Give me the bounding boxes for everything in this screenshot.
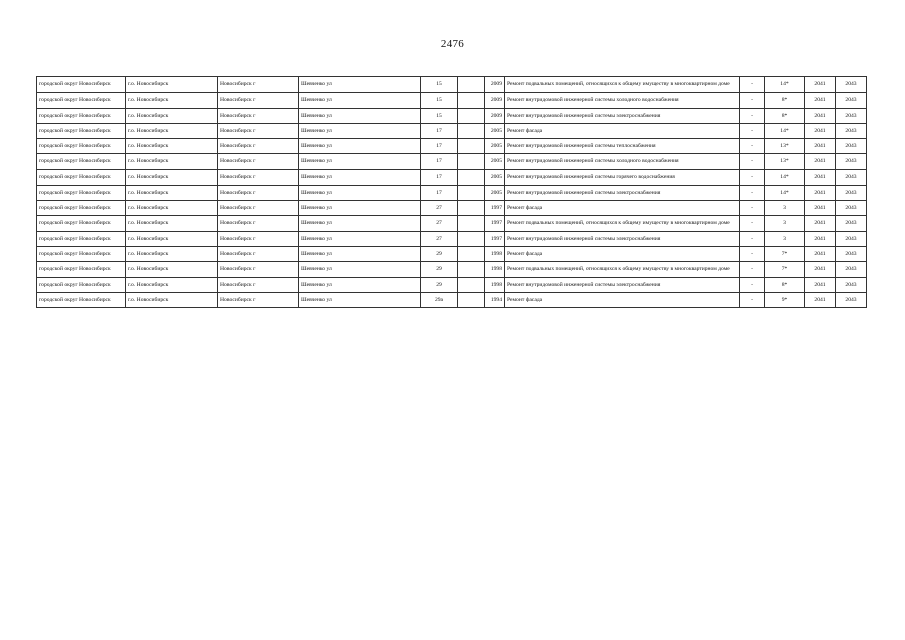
commissioning-year-cell: 2005: [485, 139, 505, 154]
period-start-cell: 2041: [805, 262, 836, 278]
page-number: 2476: [440, 38, 465, 50]
period-start-cell: 2041: [805, 77, 836, 93]
count-cell: 13*: [765, 139, 805, 154]
commissioning-year-cell: 2005: [485, 170, 505, 186]
count-cell: 14*: [765, 170, 805, 186]
street-cell: Шевченко ул: [299, 77, 421, 93]
building-cell: [458, 201, 485, 216]
placeholder-cell: -: [740, 139, 765, 154]
locality-cell: Новосибирск г: [218, 278, 299, 293]
count-cell: 7*: [765, 262, 805, 278]
building-cell: [458, 262, 485, 278]
repair-schedule-table: [36, 76, 867, 308]
table-row: [37, 93, 867, 109]
municipality-cell: городской округ Новосибирск: [37, 247, 126, 262]
house-number-cell: 27: [421, 201, 458, 216]
locality-cell: Новосибирск г: [218, 232, 299, 247]
locality-cell: Новосибирск г: [218, 154, 299, 170]
district-cell: г.о. Новосибирск: [126, 154, 218, 170]
locality-cell: Новосибирск г: [218, 216, 299, 232]
street-cell: Шевченко ул: [299, 262, 421, 278]
district-cell: г.о. Новосибирск: [126, 93, 218, 109]
municipality-cell: городской округ Новосибирск: [37, 201, 126, 216]
period-start-cell: 2041: [805, 139, 836, 154]
commissioning-year-cell: 1997: [485, 201, 505, 216]
placeholder-cell: -: [740, 109, 765, 124]
municipality-cell: городской округ Новосибирск: [37, 170, 126, 186]
repair-work-cell: Ремонт фасада: [505, 293, 740, 308]
placeholder-cell: -: [740, 186, 765, 201]
house-number-cell: 17: [421, 154, 458, 170]
period-end-cell: 2043: [836, 77, 867, 93]
placeholder-cell: -: [740, 77, 765, 93]
repair-work-cell: Ремонт внутридомовой инженерной системы электроснабжения: [505, 109, 740, 124]
street-cell: Шевченко ул: [299, 232, 421, 247]
municipality-cell: городской округ Новосибирск: [37, 109, 126, 124]
locality-cell: Новосибирск г: [218, 201, 299, 216]
commissioning-year-cell: 1998: [485, 247, 505, 262]
district-cell: г.о. Новосибирск: [126, 293, 218, 308]
district-cell: г.о. Новосибирск: [126, 170, 218, 186]
repair-work-cell: Ремонт внутридомовой инженерной системы холодного водоснабжения: [505, 93, 740, 109]
locality-cell: Новосибирск г: [218, 170, 299, 186]
period-end-cell: 2043: [836, 93, 867, 109]
locality-cell: Новосибирск г: [218, 124, 299, 139]
period-end-cell: 2043: [836, 109, 867, 124]
building-cell: [458, 93, 485, 109]
table-row: [37, 77, 867, 93]
municipality-cell: городской округ Новосибирск: [37, 124, 126, 139]
table-row: [37, 186, 867, 201]
period-end-cell: 2043: [836, 247, 867, 262]
house-number-cell: 27: [421, 216, 458, 232]
placeholder-cell: -: [740, 124, 765, 139]
building-cell: [458, 216, 485, 232]
repair-work-cell: Ремонт подвальных помещений, относящихся к общему имуществу в многоквартирном доме: [505, 216, 740, 232]
building-cell: [458, 154, 485, 170]
placeholder-cell: -: [740, 247, 765, 262]
district-cell: г.о. Новосибирск: [126, 216, 218, 232]
district-cell: г.о. Новосибирск: [126, 77, 218, 93]
period-end-cell: 2043: [836, 139, 867, 154]
period-end-cell: 2043: [836, 216, 867, 232]
building-cell: [458, 232, 485, 247]
count-cell: 14*: [765, 124, 805, 139]
repair-work-cell: Ремонт подвальных помещений, относящихся к общему имуществу в многоквартирном доме: [505, 77, 740, 93]
table-row: [37, 262, 867, 278]
locality-cell: Новосибирск г: [218, 109, 299, 124]
street-cell: Шевченко ул: [299, 109, 421, 124]
placeholder-cell: -: [740, 154, 765, 170]
house-number-cell: 29: [421, 278, 458, 293]
period-start-cell: 2041: [805, 93, 836, 109]
locality-cell: Новосибирск г: [218, 139, 299, 154]
commissioning-year-cell: 1997: [485, 232, 505, 247]
period-start-cell: 2041: [805, 278, 836, 293]
period-end-cell: 2043: [836, 124, 867, 139]
placeholder-cell: -: [740, 232, 765, 247]
house-number-cell: 27: [421, 232, 458, 247]
district-cell: г.о. Новосибирск: [126, 109, 218, 124]
locality-cell: Новосибирск г: [218, 293, 299, 308]
commissioning-year-cell: 2009: [485, 109, 505, 124]
placeholder-cell: -: [740, 201, 765, 216]
repair-work-cell: Ремонт внутридомовой инженерной системы теплоснабжения: [505, 139, 740, 154]
locality-cell: Новосибирск г: [218, 247, 299, 262]
commissioning-year-cell: 2009: [485, 93, 505, 109]
placeholder-cell: -: [740, 170, 765, 186]
period-start-cell: 2041: [805, 216, 836, 232]
repair-work-cell: Ремонт внутридомовой инженерной системы холодного водоснабжения: [505, 154, 740, 170]
count-cell: 7*: [765, 247, 805, 262]
count-cell: 3: [765, 216, 805, 232]
count-cell: 14*: [765, 186, 805, 201]
municipality-cell: городской округ Новосибирск: [37, 262, 126, 278]
repair-work-cell: Ремонт внутридомовой инженерной системы электроснабжения: [505, 278, 740, 293]
commissioning-year-cell: 1998: [485, 278, 505, 293]
placeholder-cell: -: [740, 216, 765, 232]
repair-work-cell: Ремонт фасада: [505, 124, 740, 139]
street-cell: Шевченко ул: [299, 278, 421, 293]
count-cell: 9*: [765, 293, 805, 308]
repair-work-cell: Ремонт внутридомовой инженерной системы горячего водоснабжения: [505, 170, 740, 186]
table-row: [37, 216, 867, 232]
placeholder-cell: -: [740, 93, 765, 109]
street-cell: Шевченко ул: [299, 139, 421, 154]
period-start-cell: 2041: [805, 186, 836, 201]
municipality-cell: городской округ Новосибирск: [37, 232, 126, 247]
street-cell: Шевченко ул: [299, 154, 421, 170]
municipality-cell: городской округ Новосибирск: [37, 77, 126, 93]
building-cell: [458, 124, 485, 139]
period-end-cell: 2043: [836, 232, 867, 247]
table-row: [37, 124, 867, 139]
district-cell: г.о. Новосибирск: [126, 247, 218, 262]
house-number-cell: 29: [421, 262, 458, 278]
count-cell: 14*: [765, 77, 805, 93]
table-row: [37, 109, 867, 124]
street-cell: Шевченко ул: [299, 170, 421, 186]
table-row: [37, 201, 867, 216]
house-number-cell: 15: [421, 77, 458, 93]
municipality-cell: городской округ Новосибирск: [37, 154, 126, 170]
street-cell: Шевченко ул: [299, 186, 421, 201]
building-cell: [458, 139, 485, 154]
table-row: [37, 247, 867, 262]
building-cell: [458, 293, 485, 308]
period-start-cell: 2041: [805, 109, 836, 124]
commissioning-year-cell: 2009: [485, 77, 505, 93]
house-number-cell: 17: [421, 139, 458, 154]
commissioning-year-cell: 2005: [485, 154, 505, 170]
district-cell: г.о. Новосибирск: [126, 278, 218, 293]
building-cell: [458, 247, 485, 262]
locality-cell: Новосибирск г: [218, 262, 299, 278]
repair-work-cell: Ремонт фасада: [505, 247, 740, 262]
count-cell: 8*: [765, 93, 805, 109]
placeholder-cell: -: [740, 262, 765, 278]
table-row: [37, 278, 867, 293]
municipality-cell: городской округ Новосибирск: [37, 186, 126, 201]
period-end-cell: 2043: [836, 262, 867, 278]
street-cell: Шевченко ул: [299, 216, 421, 232]
locality-cell: Новосибирск г: [218, 186, 299, 201]
commissioning-year-cell: 1997: [485, 216, 505, 232]
municipality-cell: городской округ Новосибирск: [37, 293, 126, 308]
district-cell: г.о. Новосибирск: [126, 232, 218, 247]
house-number-cell: 17: [421, 124, 458, 139]
house-number-cell: 15: [421, 109, 458, 124]
house-number-cell: 29: [421, 247, 458, 262]
municipality-cell: городской округ Новосибирск: [37, 93, 126, 109]
municipality-cell: городской округ Новосибирск: [37, 216, 126, 232]
table-body: [37, 77, 867, 308]
street-cell: Шевченко ул: [299, 124, 421, 139]
period-start-cell: 2041: [805, 293, 836, 308]
district-cell: г.о. Новосибирск: [126, 124, 218, 139]
count-cell: 8*: [765, 278, 805, 293]
municipality-cell: городской округ Новосибирск: [37, 278, 126, 293]
period-end-cell: 2043: [836, 186, 867, 201]
count-cell: 3: [765, 201, 805, 216]
period-start-cell: 2041: [805, 154, 836, 170]
district-cell: г.о. Новосибирск: [126, 139, 218, 154]
commissioning-year-cell: 1998: [485, 262, 505, 278]
house-number-cell: 17: [421, 186, 458, 201]
period-start-cell: 2041: [805, 170, 836, 186]
period-end-cell: 2043: [836, 278, 867, 293]
table-row: [37, 232, 867, 247]
count-cell: 3: [765, 232, 805, 247]
street-cell: Шевченко ул: [299, 293, 421, 308]
period-end-cell: 2043: [836, 293, 867, 308]
commissioning-year-cell: 1994: [485, 293, 505, 308]
house-number-cell: 15: [421, 93, 458, 109]
repair-work-cell: Ремонт внутридомовой инженерной системы электроснабжения: [505, 186, 740, 201]
street-cell: Шевченко ул: [299, 247, 421, 262]
district-cell: г.о. Новосибирск: [126, 201, 218, 216]
district-cell: г.о. Новосибирск: [126, 262, 218, 278]
repair-work-cell: Ремонт фасада: [505, 201, 740, 216]
period-start-cell: 2041: [805, 247, 836, 262]
building-cell: [458, 278, 485, 293]
building-cell: [458, 109, 485, 124]
placeholder-cell: -: [740, 278, 765, 293]
locality-cell: Новосибирск г: [218, 77, 299, 93]
street-cell: Шевченко ул: [299, 93, 421, 109]
repair-work-cell: Ремонт подвальных помещений, относящихся к общему имуществу в многоквартирном доме: [505, 262, 740, 278]
building-cell: [458, 170, 485, 186]
table-row: [37, 293, 867, 308]
commissioning-year-cell: 2005: [485, 124, 505, 139]
table-row: [37, 154, 867, 170]
period-end-cell: 2043: [836, 201, 867, 216]
house-number-cell: 29а: [421, 293, 458, 308]
building-cell: [458, 77, 485, 93]
count-cell: 13*: [765, 154, 805, 170]
table-row: [37, 170, 867, 186]
repair-work-cell: Ремонт внутридомовой инженерной системы электроснабжения: [505, 232, 740, 247]
district-cell: г.о. Новосибирск: [126, 186, 218, 201]
locality-cell: Новосибирск г: [218, 93, 299, 109]
street-cell: Шевченко ул: [299, 201, 421, 216]
house-number-cell: 17: [421, 170, 458, 186]
period-end-cell: 2043: [836, 154, 867, 170]
municipality-cell: городской округ Новосибирск: [37, 139, 126, 154]
period-start-cell: 2041: [805, 201, 836, 216]
table-row: [37, 139, 867, 154]
count-cell: 8*: [765, 109, 805, 124]
building-cell: [458, 186, 485, 201]
period-start-cell: 2041: [805, 124, 836, 139]
period-start-cell: 2041: [805, 232, 836, 247]
period-end-cell: 2043: [836, 170, 867, 186]
placeholder-cell: -: [740, 293, 765, 308]
commissioning-year-cell: 2005: [485, 186, 505, 201]
